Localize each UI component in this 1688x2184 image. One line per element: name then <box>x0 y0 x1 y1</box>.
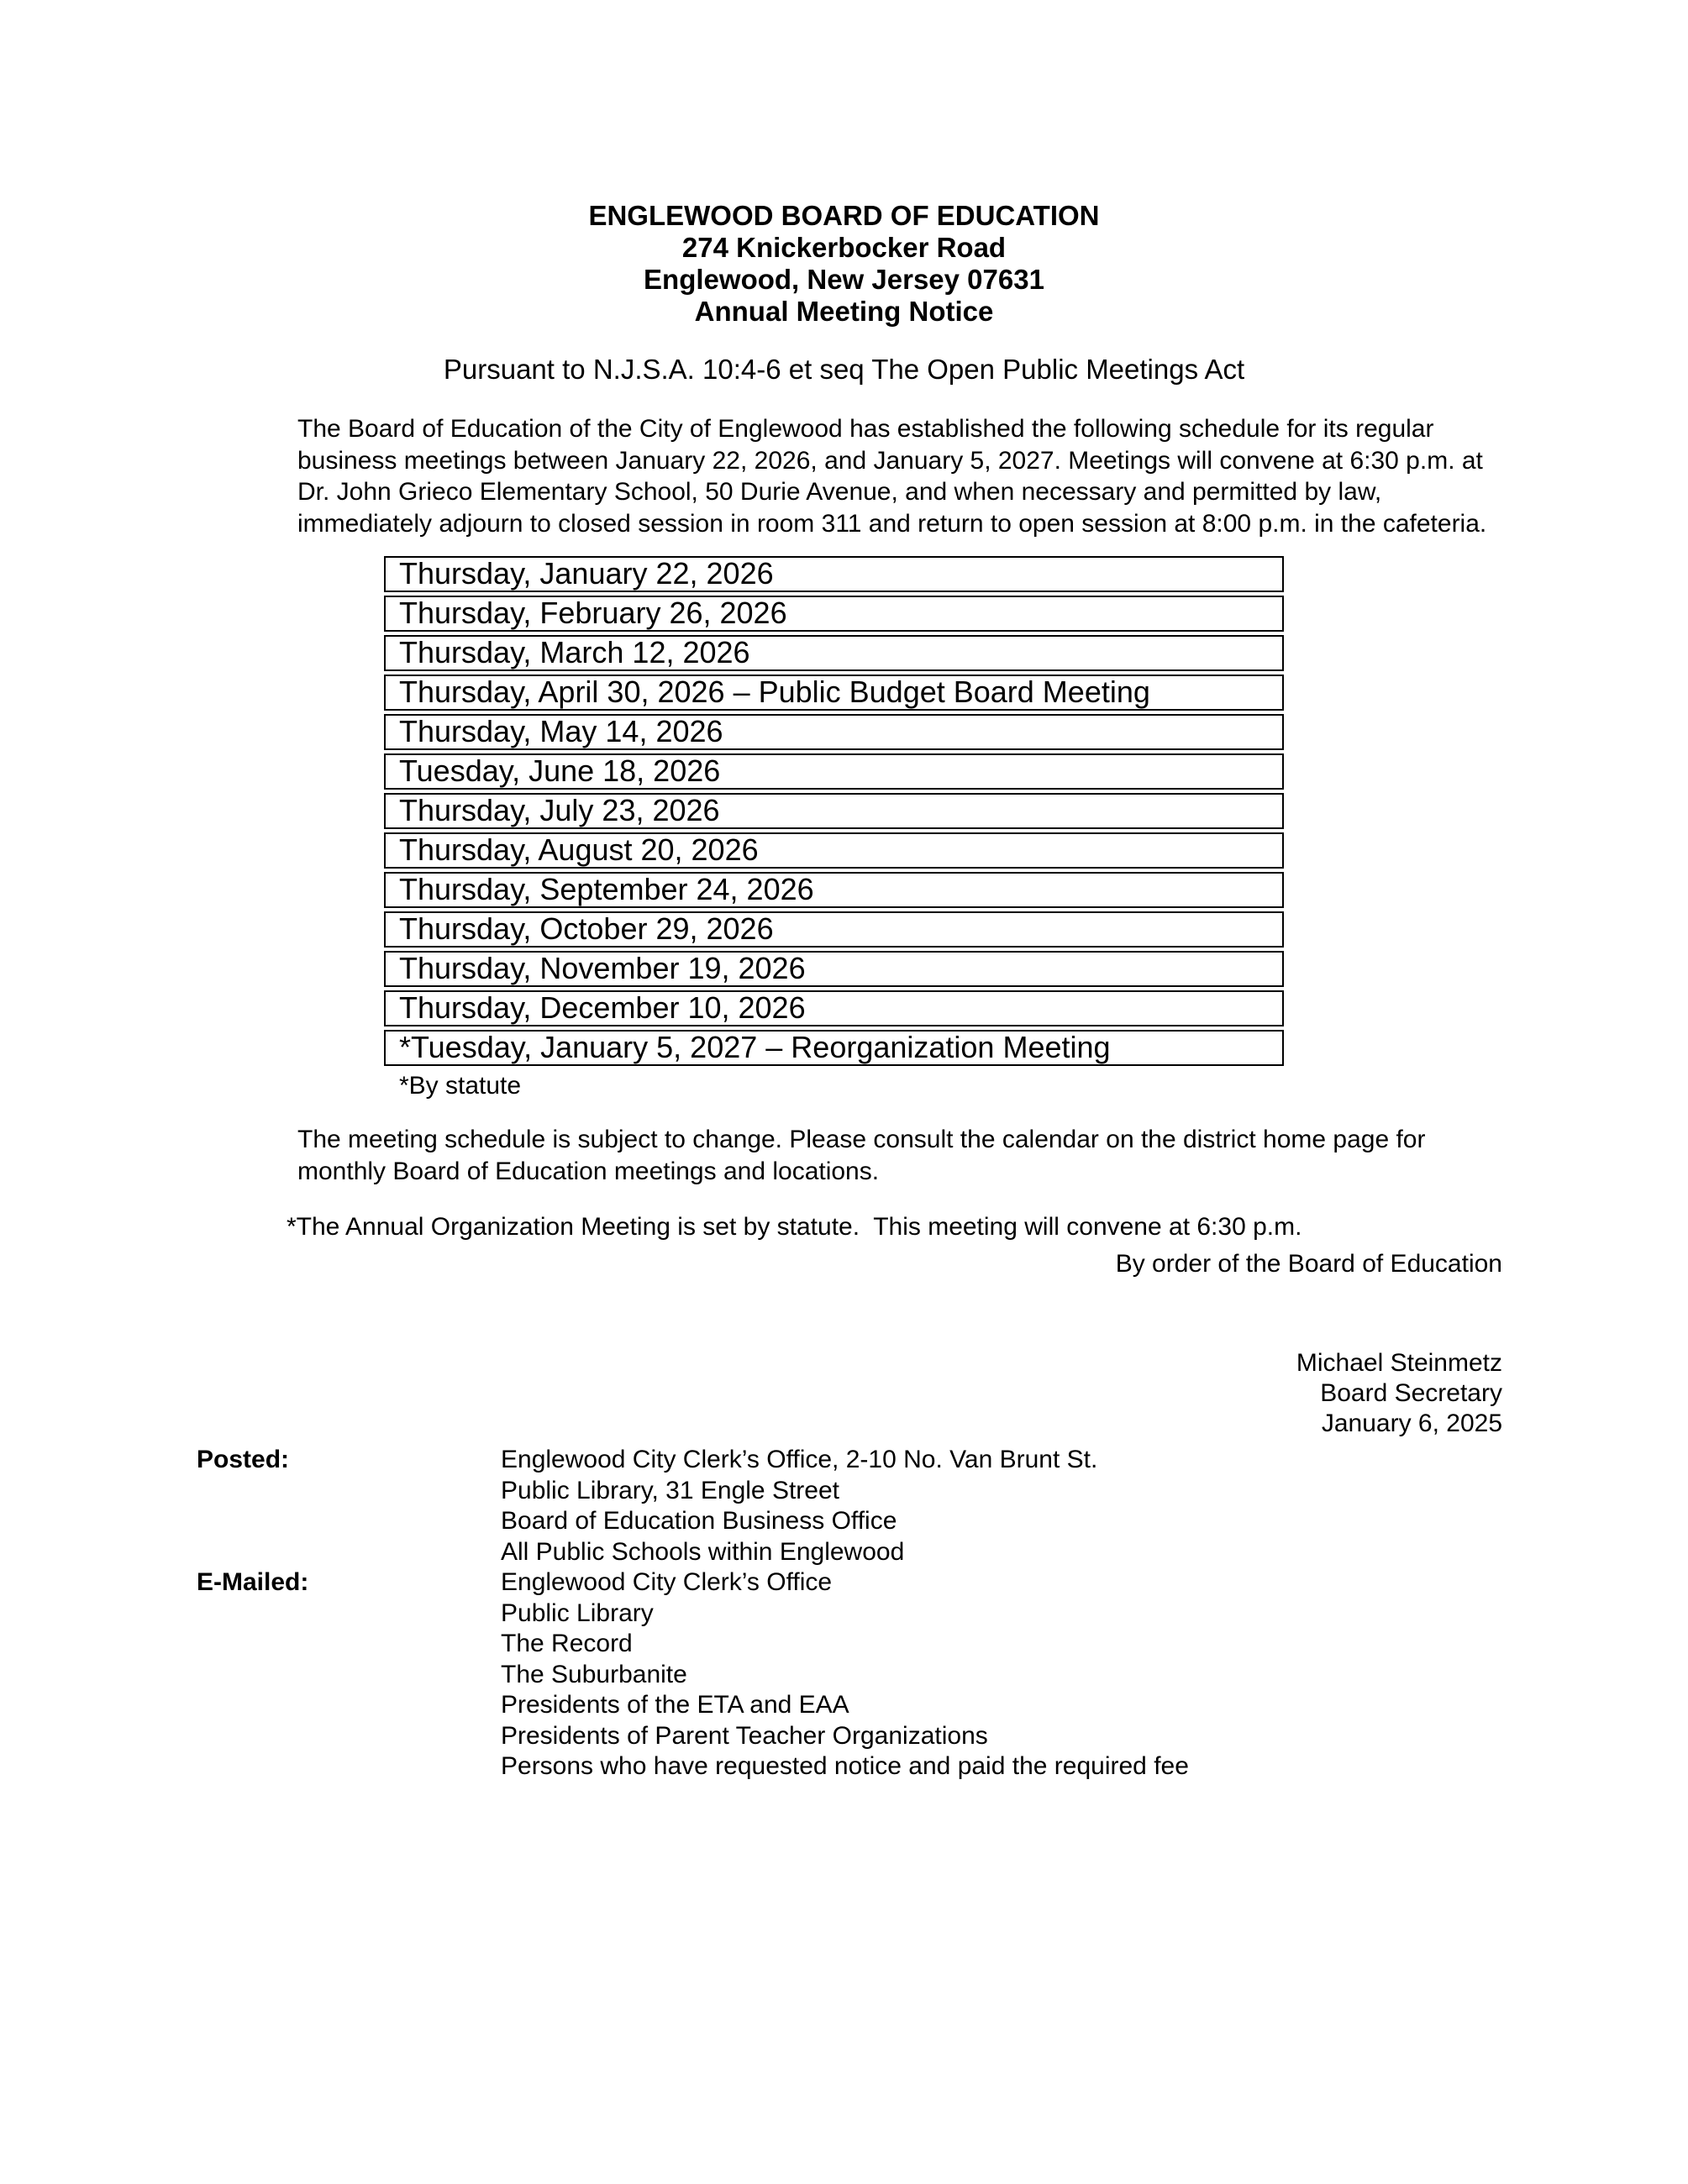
distribution-row <box>197 1690 1558 1721</box>
schedule-row: Thursday, March 12, 2026 <box>384 635 1284 671</box>
header-street-address: 274 Knickerbocker Road <box>681 232 1007 263</box>
schedule-row: Thursday, July 23, 2026 <box>384 793 1284 829</box>
label-spacer <box>197 1476 501 1507</box>
distribution-row <box>197 1476 1558 1507</box>
schedule-row: Thursday, February 26, 2026 <box>384 596 1284 632</box>
schedule-row: Thursday, November 19, 2026 <box>384 951 1284 987</box>
distribution-row <box>197 1567 1558 1599</box>
intro-paragraph: The Board of Education of the City of Englewood has established the following schedule for its regular business meetings between January 22, 2026, and January 5, 2027. Meetings will convene at 6:30 p.m. at Dr. John Grieco Elementary School, 50 Durie Avenue, and when necessary and permitted by law, immediately adjourn to closed session in room 311 and return to open session at 8:00 p.m. in the cafeteria. <box>297 415 1487 538</box>
header-notice-title: Annual Meeting Notice <box>694 296 994 327</box>
label-spacer <box>197 1537 501 1568</box>
emailed-item: The Suburbanite <box>501 1660 687 1688</box>
header-org-name: ENGLEWOOD BOARD OF EDUCATION <box>588 200 1100 231</box>
label-spacer <box>197 1629 501 1660</box>
emailed-item: Public Library <box>501 1599 654 1627</box>
distribution-row <box>197 1537 1558 1568</box>
schedule-row: Thursday, May 14, 2026 <box>384 714 1284 750</box>
emailed-item: Englewood City Clerk’s Office <box>501 1568 833 1596</box>
schedule-change-note: The meeting schedule is subject to change. Please consult the calendar on the district home page for monthly Board of Education meetings and locations. <box>297 1126 1426 1185</box>
schedule-row: Thursday, January 22, 2026 <box>384 556 1284 592</box>
label-spacer <box>197 1690 501 1721</box>
posted-label: Posted: <box>197 1446 290 1473</box>
emailed-item: Presidents of Parent Teacher Organizations <box>501 1721 988 1750</box>
distribution-row <box>197 1629 1558 1660</box>
signature-name: Michael Steinmetz <box>1296 1349 1502 1377</box>
schedule-row: Tuesday, June 18, 2026 <box>384 753 1284 790</box>
distribution-row <box>197 1599 1558 1630</box>
header-city-state-zip: Englewood, New Jersey 07631 <box>644 264 1044 295</box>
pursuant-statute-line: Pursuant to N.J.S.A. 10:4-6 et seq The Open Public Meetings Act <box>443 354 1245 385</box>
emailed-item: The Record <box>501 1630 633 1657</box>
posted-item: All Public Schools within Englewood <box>501 1537 905 1566</box>
signature-block <box>840 1348 1502 1439</box>
schedule-row: Thursday, August 20, 2026 <box>384 832 1284 869</box>
posted-item: Englewood City Clerk’s Office, 2-10 No. Van Brunt St. <box>501 1446 1098 1473</box>
by-statute-footnote: *By statute <box>399 1072 522 1100</box>
distribution-row <box>197 1506 1558 1537</box>
signature-title: Board Secretary <box>1320 1379 1502 1407</box>
meeting-schedule-table <box>384 556 1284 1066</box>
label-spacer <box>197 1599 501 1630</box>
schedule-row: Thursday, December 10, 2026 <box>384 990 1284 1026</box>
schedule-row: Thursday, September 24, 2026 <box>384 872 1284 908</box>
distribution-row <box>197 1751 1558 1782</box>
emailed-item: Presidents of the ETA and EAA <box>501 1691 849 1719</box>
by-order-line: By order of the Board of Education <box>1115 1250 1502 1278</box>
label-spacer <box>197 1751 501 1782</box>
signature-date: January 6, 2025 <box>1321 1410 1502 1437</box>
organization-meeting-note: *The Annual Organization Meeting is set by statute. This meeting will convene at 6:30 p.m. <box>287 1213 1302 1241</box>
distribution-row <box>197 1721 1558 1752</box>
label-spacer <box>197 1506 501 1537</box>
emailed-label: E-Mailed: <box>197 1568 309 1596</box>
schedule-row: *Tuesday, January 5, 2027 – Reorganization Meeting <box>384 1030 1284 1066</box>
distribution-row <box>197 1660 1558 1691</box>
posted-item: Public Library, 31 Engle Street <box>501 1476 839 1504</box>
document-header <box>0 200 1688 328</box>
distribution-row <box>197 1445 1558 1476</box>
posted-item: Board of Education Business Office <box>501 1507 897 1535</box>
label-spacer <box>197 1660 501 1691</box>
schedule-row: Thursday, April 30, 2026 – Public Budget Board Meeting <box>384 675 1284 711</box>
distribution-block <box>197 1445 1558 1782</box>
schedule-row: Thursday, October 29, 2026 <box>384 911 1284 948</box>
emailed-item: Persons who have requested notice and paid the required fee <box>501 1752 1189 1780</box>
label-spacer <box>197 1721 501 1752</box>
